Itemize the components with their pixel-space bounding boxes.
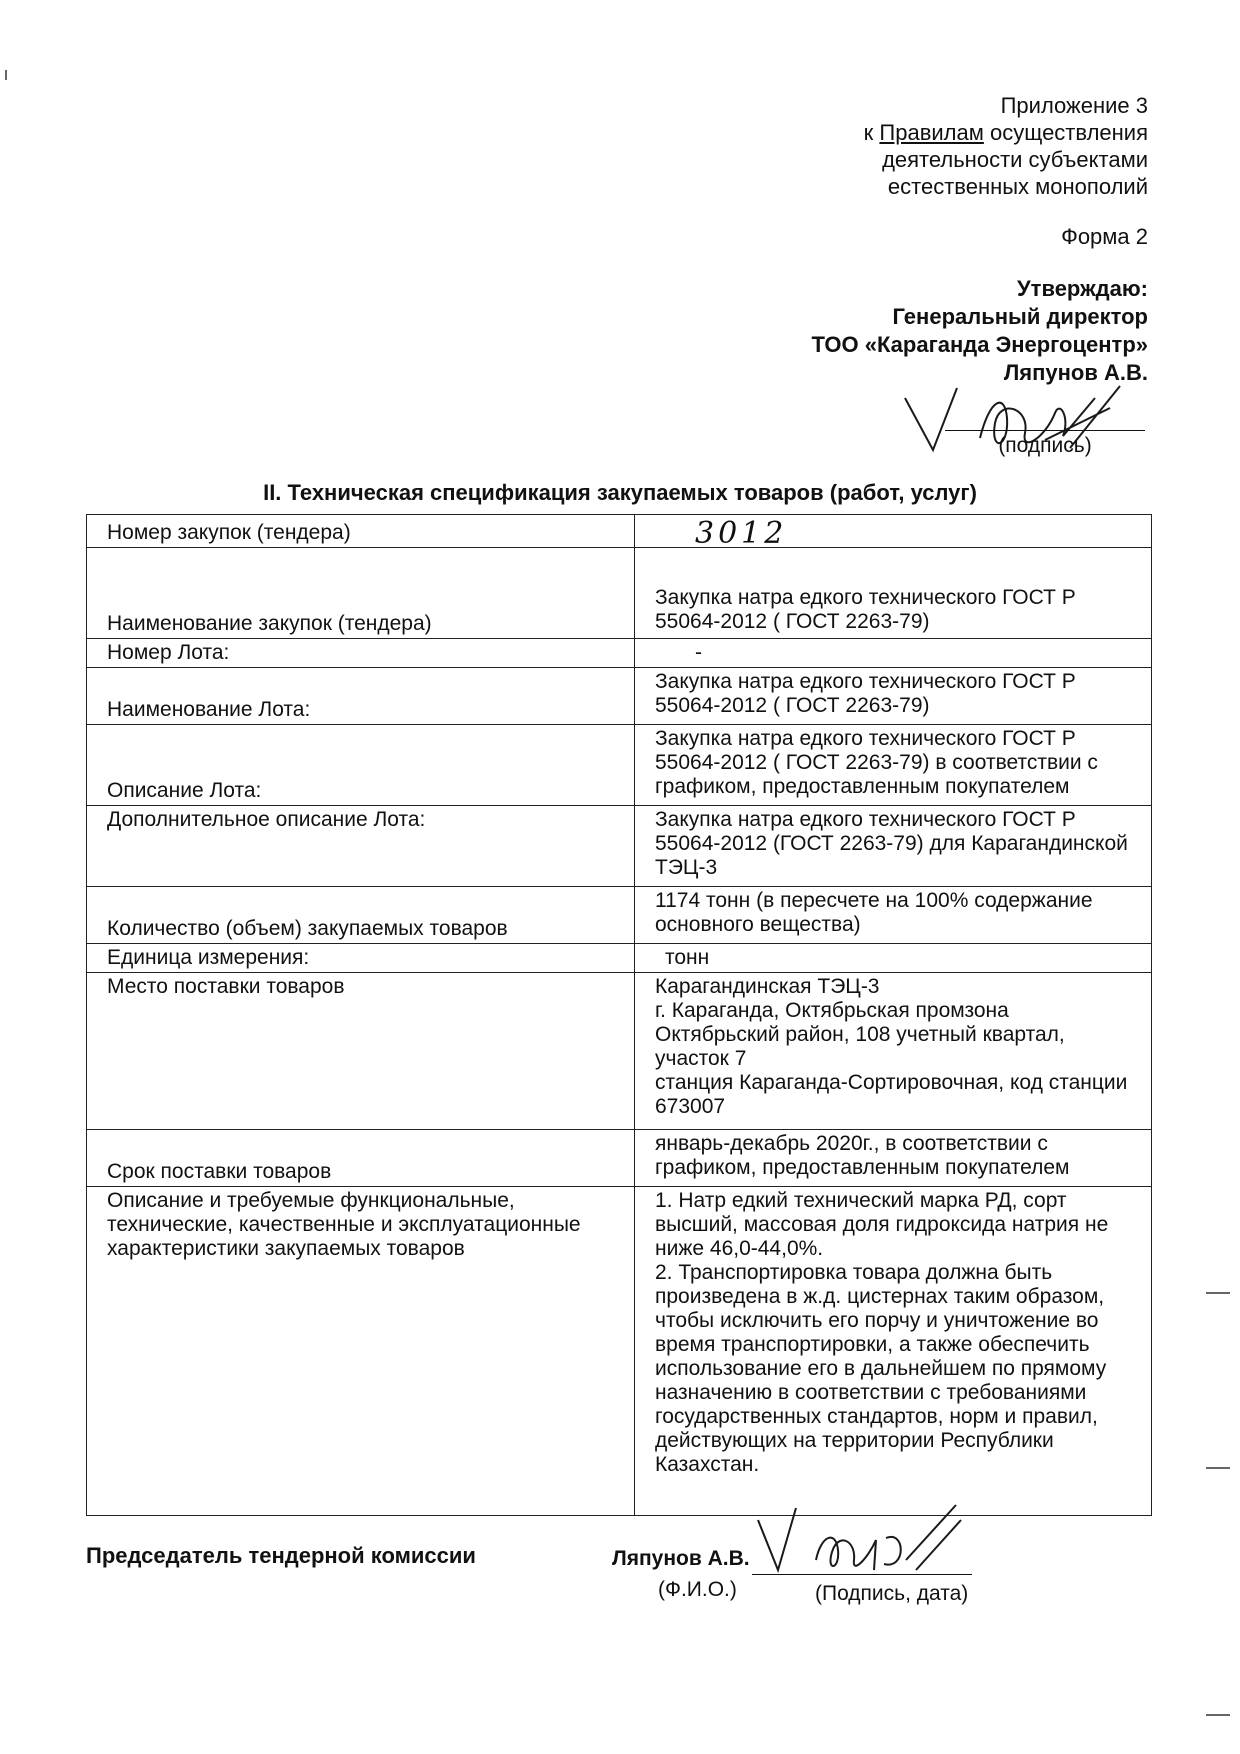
row-label: Место поставки товаров xyxy=(87,973,635,1129)
table-row xyxy=(87,667,1151,724)
row-label: Срок поставки товаров xyxy=(87,1130,635,1186)
table-row xyxy=(87,1129,1151,1186)
approval-line: Генеральный директор xyxy=(892,304,1148,329)
row-label: Описание и требуемые функциональные, технические, качественные и эксплуатационные характеристики закупаемых товаров xyxy=(87,1187,635,1515)
delivery-line: станция Караганда-Сортировочная, код станции 673007 xyxy=(655,1071,1128,1118)
chair-name: Ляпунов А.В. xyxy=(612,1547,750,1570)
row-label: Номер закупок (тендера) xyxy=(87,515,635,547)
rules-link[interactable]: Правилам xyxy=(879,120,984,145)
row-label: Наименование Лота: xyxy=(87,668,635,724)
row-value: Закупка натра едкого технического ГОСТ Р 55064-2012 ( ГОСТ 2263-79) xyxy=(655,586,1076,633)
table-row xyxy=(87,886,1151,943)
table-row xyxy=(87,724,1151,805)
table-row xyxy=(87,943,1151,972)
fio-caption: (Ф.И.О.) xyxy=(658,1578,737,1601)
tender-number: 3012 xyxy=(695,516,788,551)
signature-line xyxy=(945,430,1145,431)
row-value xyxy=(635,1187,1151,1515)
sign-date-caption: (Подпись, дата) xyxy=(815,1582,969,1605)
approval-line: Ляпунов А.В. xyxy=(1003,360,1148,385)
approval-line: ТОО «Караганда Энергоцентр» xyxy=(811,332,1148,357)
delivery-line: г. Караганда, Октябрьская промзона xyxy=(655,999,1009,1022)
delivery-line: Октябрьский район, 108 учетный квартал, участок 7 xyxy=(655,1023,1065,1070)
appendix-line: деятельности субъектами xyxy=(882,147,1148,172)
requirement-item: 1. Натр едкий технический марка РД, сорт высший, массовая доля гидроксида натрия не ниже 46,0-44,0%. xyxy=(655,1189,1109,1260)
appendix-block xyxy=(628,92,1148,200)
row-label: Номер Лота: xyxy=(87,639,635,667)
form-label: Форма 2 xyxy=(1061,224,1148,249)
appendix-line xyxy=(628,119,1148,146)
row-label: Количество (объем) закупаемых товаров xyxy=(87,887,635,943)
row-value: Закупка натра едкого технического ГОСТ Р 55064-2012 ( ГОСТ 2263-79) в соответствии с графиком, предоставленным покупателем xyxy=(655,727,1098,798)
row-label: Единица измерения: xyxy=(87,944,635,972)
row-label: Описание Лота: xyxy=(87,725,635,805)
appendix-line: естественных монополий xyxy=(887,174,1148,199)
table-row xyxy=(87,972,1151,1129)
chair-signature-icon xyxy=(756,1500,986,1590)
table-row xyxy=(87,805,1151,886)
row-value: тонн xyxy=(665,946,710,969)
row-label: Наименование закупок (тендера) xyxy=(87,548,635,638)
approval-line: Утверждаю: xyxy=(1017,276,1148,301)
appendix-prefix: к xyxy=(863,120,880,145)
appendix-suffix: осуществления xyxy=(983,120,1148,145)
table-row xyxy=(87,515,1151,551)
row-value: 1174 тонн (в пересчете на 100% содержание основного вещества) xyxy=(655,889,1093,936)
table-row xyxy=(87,1186,1151,1515)
appendix-line: Приложение 3 xyxy=(1000,93,1148,118)
row-value xyxy=(635,973,1151,1129)
row-value: Закупка натра едкого технического ГОСТ Р 55064-2012 (ГОСТ 2263-79) для Карагандинской ТЭЦ-3 xyxy=(655,808,1128,879)
delivery-line: Карагандинская ТЭЦ-3 xyxy=(655,975,880,998)
row-value: Закупка натра едкого технического ГОСТ Р 55064-2012 ( ГОСТ 2263-79) xyxy=(655,670,1076,717)
row-value: январь-декабрь 2020г., в соответствии с графиком, предоставленным покупателем xyxy=(655,1132,1070,1179)
requirement-item: 2. Транспортировка товара должна быть произведена в ж.д. цистернах таким образом, чтобы исключить его порчу и уничтожение во время транспортировки, а также обеспечить использование его в дальнейшем по прямому назначению в соответствии с требованиями государственных стандартов, норм и правил, действующих на территории Республики Казахстан. xyxy=(655,1261,1107,1476)
table-row xyxy=(87,638,1151,667)
row-label: Дополнительное описание Лота: xyxy=(87,806,635,886)
specification-table xyxy=(86,514,1152,1516)
row-value xyxy=(635,515,1151,551)
approval-block xyxy=(548,275,1148,387)
chair-label: Председатель тендерной комиссии xyxy=(86,1543,476,1568)
table-row xyxy=(87,547,1151,638)
row-value: - xyxy=(695,641,702,664)
signature-caption: (подпись) xyxy=(998,434,1092,457)
document-title: II. Техническая спецификация закупаемых товаров (работ, услуг) xyxy=(263,480,977,505)
